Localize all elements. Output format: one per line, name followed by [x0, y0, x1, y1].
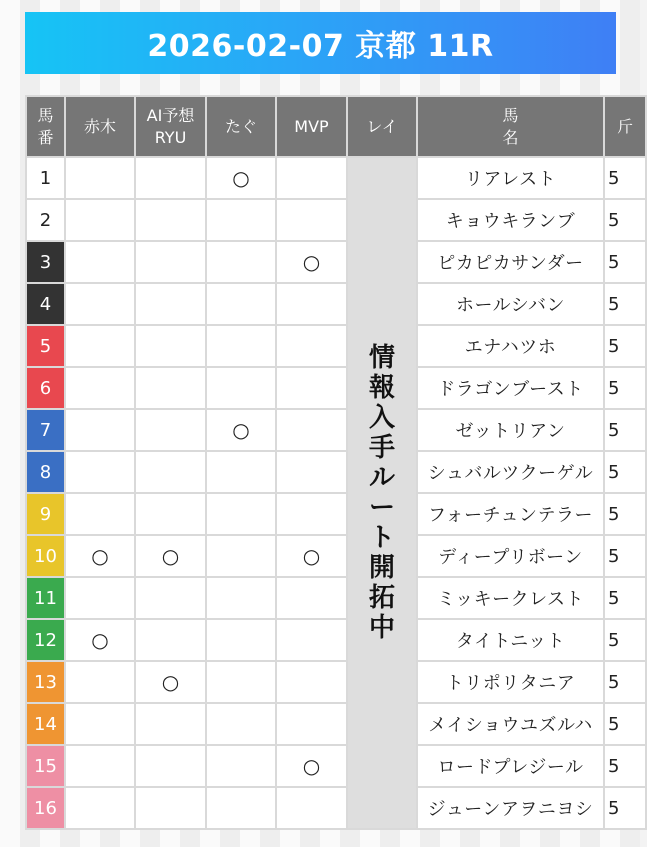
mark-tagu: [206, 367, 276, 409]
mark-ai-ryu: [135, 493, 206, 535]
mark-mvp: ○: [276, 535, 347, 577]
horse-weight: 5: [604, 283, 646, 325]
horse-name: フォーチュンテラー: [417, 493, 604, 535]
header-horse-name: 馬 名: [417, 96, 604, 157]
table-row: [26, 157, 646, 199]
mark-mvp: [276, 619, 347, 661]
mark-akagi: [65, 241, 135, 283]
mark-akagi: [65, 199, 135, 241]
header-num: 馬 番: [26, 96, 65, 157]
mark-ai-ryu: [135, 283, 206, 325]
horse-weight: 5: [604, 493, 646, 535]
mark-tagu: [206, 577, 276, 619]
header-mvp: MVP: [276, 96, 347, 157]
mark-mvp: ○: [276, 745, 347, 787]
horse-name: トリポリタニア: [417, 661, 604, 703]
horse-name: エナハツホ: [417, 325, 604, 367]
horse-weight: 5: [604, 157, 646, 199]
mark-mvp: [276, 451, 347, 493]
mark-mvp: [276, 787, 347, 829]
prediction-table-scroll[interactable]: [25, 95, 633, 847]
mark-tagu: [206, 535, 276, 577]
horse-weight: 5: [604, 535, 646, 577]
horse-weight: 5: [604, 703, 646, 745]
mark-mvp: [276, 157, 347, 199]
mark-ai-ryu: [135, 703, 206, 745]
mark-akagi: [65, 283, 135, 325]
horse-name: ドラゴンブースト: [417, 367, 604, 409]
mark-akagi: [65, 409, 135, 451]
table-header-row: [26, 96, 646, 157]
table-row: [26, 367, 646, 409]
horse-weight: 5: [604, 745, 646, 787]
mark-tagu: [206, 619, 276, 661]
mark-mvp: [276, 199, 347, 241]
table-row: [26, 787, 646, 829]
mark-tagu: [206, 703, 276, 745]
horse-weight: 5: [604, 661, 646, 703]
header-akagi: 赤木: [65, 96, 135, 157]
mark-mvp: [276, 409, 347, 451]
horse-number: 8: [26, 451, 65, 493]
mark-tagu: [206, 745, 276, 787]
horse-number: 13: [26, 661, 65, 703]
horse-weight: 5: [604, 241, 646, 283]
mark-mvp: [276, 661, 347, 703]
mark-ai-ryu: [135, 787, 206, 829]
horse-weight: 5: [604, 577, 646, 619]
mark-mvp: [276, 367, 347, 409]
table-row: [26, 199, 646, 241]
mark-ai-ryu: ○: [135, 661, 206, 703]
horse-number: 9: [26, 493, 65, 535]
horse-number: 14: [26, 703, 65, 745]
mark-mvp: ○: [276, 241, 347, 283]
table-row: [26, 703, 646, 745]
mark-ai-ryu: [135, 619, 206, 661]
mark-ai-ryu: [135, 409, 206, 451]
header-tagu: たぐ: [206, 96, 276, 157]
table-row: [26, 535, 646, 577]
horse-name: ディープリボーン: [417, 535, 604, 577]
mark-akagi: [65, 703, 135, 745]
horse-number: 7: [26, 409, 65, 451]
mark-tagu: ○: [206, 409, 276, 451]
horse-number: 3: [26, 241, 65, 283]
mark-tagu: [206, 493, 276, 535]
mark-mvp: [276, 283, 347, 325]
horse-name: リアレスト: [417, 157, 604, 199]
table-row: [26, 661, 646, 703]
mark-tagu: [206, 325, 276, 367]
mark-ai-ryu: [135, 367, 206, 409]
mark-akagi: [65, 367, 135, 409]
table-row: [26, 745, 646, 787]
table-row: [26, 577, 646, 619]
prediction-table: [25, 95, 647, 830]
horse-number: 16: [26, 787, 65, 829]
header-rei: レイ: [347, 96, 417, 157]
mark-akagi: [65, 661, 135, 703]
mark-mvp: [276, 703, 347, 745]
mark-akagi: [65, 787, 135, 829]
horse-weight: 5: [604, 199, 646, 241]
rei-notice: 情報入手ルート開拓中: [368, 343, 395, 643]
horse-weight: 5: [604, 325, 646, 367]
table-row: [26, 409, 646, 451]
horse-number: 6: [26, 367, 65, 409]
mark-akagi: [65, 325, 135, 367]
mark-tagu: [206, 241, 276, 283]
horse-name: ミッキークレスト: [417, 577, 604, 619]
mark-mvp: [276, 493, 347, 535]
mark-mvp: [276, 577, 347, 619]
table-row: [26, 283, 646, 325]
header-ai-ryu: AI予想 RYU: [135, 96, 206, 157]
rei-notice-cell: [347, 157, 417, 829]
mark-tagu: [206, 451, 276, 493]
horse-name: ゼットリアン: [417, 409, 604, 451]
horse-weight: 5: [604, 787, 646, 829]
mark-tagu: [206, 787, 276, 829]
mark-akagi: [65, 451, 135, 493]
mark-tagu: [206, 661, 276, 703]
mark-ai-ryu: [135, 241, 206, 283]
mark-akagi: [65, 745, 135, 787]
mark-akagi: [65, 493, 135, 535]
header-extra: 斤: [604, 96, 646, 157]
mark-ai-ryu: [135, 451, 206, 493]
horse-name: メイショウユズルハ: [417, 703, 604, 745]
mark-ai-ryu: [135, 577, 206, 619]
mark-mvp: [276, 325, 347, 367]
horse-weight: 5: [604, 367, 646, 409]
mark-ai-ryu: [135, 199, 206, 241]
horse-name: ホールシバン: [417, 283, 604, 325]
horse-number: 2: [26, 199, 65, 241]
horse-name: シュバルツクーゲル: [417, 451, 604, 493]
mark-tagu: ○: [206, 157, 276, 199]
table-row: [26, 493, 646, 535]
mark-ai-ryu: [135, 157, 206, 199]
horse-name: キョウキランブ: [417, 199, 604, 241]
horse-weight: 5: [604, 451, 646, 493]
horse-number: 12: [26, 619, 65, 661]
horse-number: 11: [26, 577, 65, 619]
horse-number: 5: [26, 325, 65, 367]
horse-weight: 5: [604, 409, 646, 451]
table-row: [26, 451, 646, 493]
race-title: 2026-02-07 京都 11R: [25, 12, 616, 74]
horse-number: 4: [26, 283, 65, 325]
horse-name: ジューンアヲニヨシ: [417, 787, 604, 829]
horse-weight: 5: [604, 619, 646, 661]
table-row: [26, 619, 646, 661]
table-row: [26, 241, 646, 283]
mark-ai-ryu: [135, 325, 206, 367]
mark-tagu: [206, 199, 276, 241]
mark-akagi: [65, 157, 135, 199]
mark-tagu: [206, 283, 276, 325]
mark-ai-ryu: ○: [135, 535, 206, 577]
mark-akagi: [65, 577, 135, 619]
horse-name: ピカピカサンダー: [417, 241, 604, 283]
mark-akagi: ○: [65, 535, 135, 577]
horse-number: 15: [26, 745, 65, 787]
horse-number: 1: [26, 157, 65, 199]
mark-ai-ryu: [135, 745, 206, 787]
horse-number: 10: [26, 535, 65, 577]
table-row: [26, 325, 646, 367]
horse-name: タイトニット: [417, 619, 604, 661]
mark-akagi: ○: [65, 619, 135, 661]
horse-name: ロードプレジール: [417, 745, 604, 787]
